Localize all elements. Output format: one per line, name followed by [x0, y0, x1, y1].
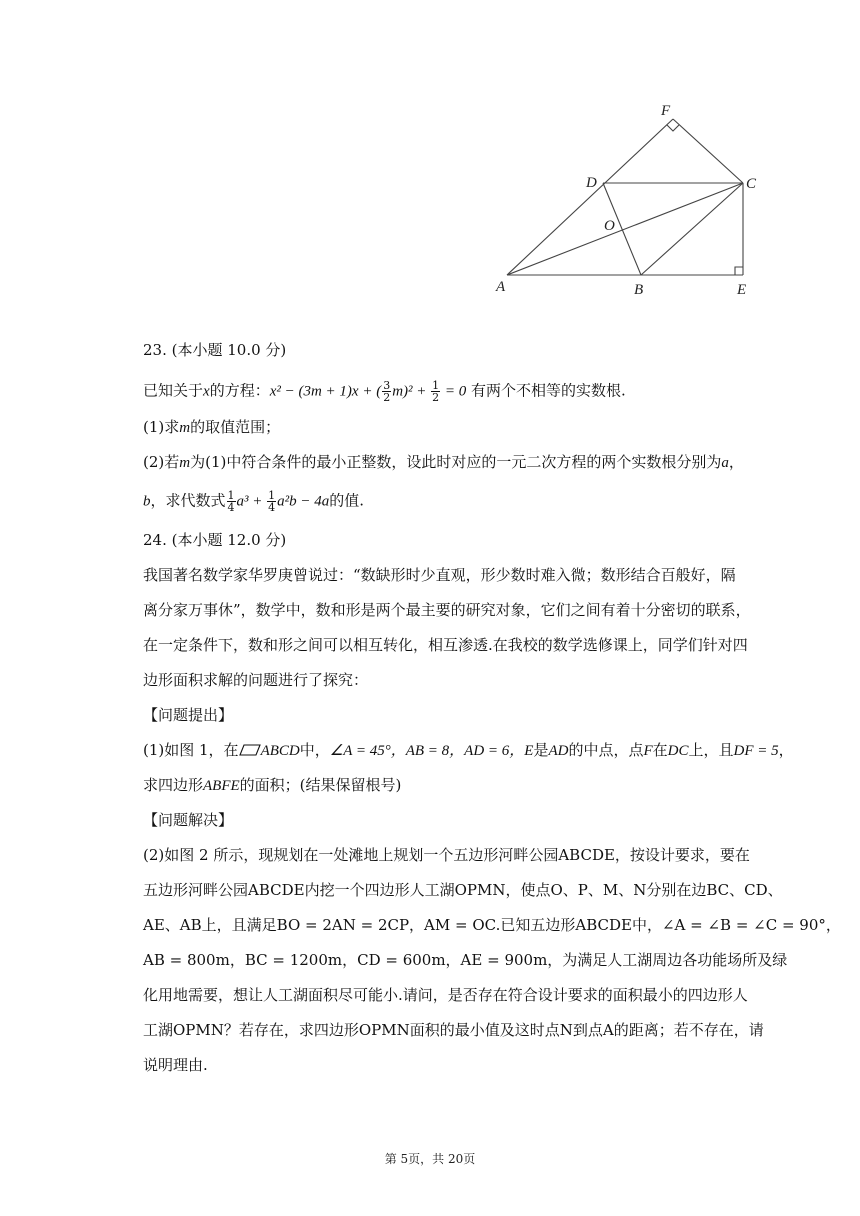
label-C: C — [746, 176, 757, 192]
q24-part2-line5: 化用地需要，想让人工湖面积尽可能小.请问，是否存在符合设计要求的面积最小的四边形人 — [143, 986, 748, 1004]
right-angle-E — [735, 267, 743, 275]
q24-part2-line2: 五边形河畔公园ABCDE内挖一个四边形人工湖OPMN，使点O、P、M、N分别在边BC、CD、 — [143, 881, 783, 899]
q24-header: 24. (本小题 12.0 分) — [143, 531, 287, 549]
page-footer: 第 5页，共 20页 — [384, 1152, 476, 1166]
label-O: O — [604, 218, 615, 234]
q24-part2-line6: 工湖OPMN？若存在，求四边形OPMN面积的最小值及这时点N到点A的距离；若不存在，请 — [143, 1021, 764, 1039]
q23-part1: (1)求m的取值范围； — [143, 418, 281, 436]
q23-fraction-1-4-a: $\frac{1}{4}$ — [227, 489, 235, 514]
label-E: E — [737, 282, 747, 298]
segment-AC — [507, 183, 743, 275]
figure-svg — [480, 95, 780, 310]
q23-part2-line1: (2)若m为(1)中符合条件的最小正整数，设此时对应的一元二次方程的两个实数根分别为a， — [143, 453, 744, 471]
q23-part2-line2: b，求代数式 $\frac{1}{4}$ a³ + $\frac{1}{4}$ a²b − 4a的值. — [143, 489, 365, 514]
q24-part2-line3: AE、AB上，且满足BO = 2AN = 2CP，AM = OC.已知五边形ABCDE中，∠A = ∠B = ∠C = 90°， — [143, 916, 841, 934]
segment-FC — [673, 119, 743, 183]
label-D: D — [586, 175, 597, 191]
q23-fraction-3-2: $\frac{3}{2}$ — [383, 379, 391, 404]
q23-equation-part-b: m)² + — [392, 383, 431, 400]
q23-header: 23. (本小题 10.0 分) — [143, 341, 287, 359]
q23-fraction-1-2: $\frac{1}{2}$ — [432, 379, 440, 404]
q24-part2-line1: (2)如图 2 所示，现规划在一处滩地上规划一个五边形河畔公园ABCDE，按设计要求，要在 — [143, 846, 750, 864]
label-A: A — [496, 279, 506, 295]
q23-equation-part-c: = 0 — [441, 383, 467, 400]
q24-intro-line4: 边形面积求解的问题进行了探究： — [143, 671, 369, 689]
q24-part2-line4: AB = 800m，BC = 1200m，CD = 600m，AE = 900m，为满足人工湖周边各功能场所及绿 — [143, 951, 788, 969]
section-problem-solved: 【问题解决】 — [143, 811, 234, 829]
q24-part1-line2: 求四边形ABFE的面积；(结果保留根号) — [143, 776, 402, 794]
q23-stem-text: 已知关于 — [143, 381, 204, 400]
q23-stem — [143, 380, 626, 403]
geometry-figure — [480, 95, 780, 310]
q23-equation-part-a: x² − (3m + 1)x + ( — [269, 383, 382, 400]
q24-part1-line1: (1)如图 1，在 ABCD中，∠A = 45°，AB = 8，AD = 6，E是AD的中点，点F在DC上，且DF = 5， — [143, 741, 794, 759]
q23-stem-end: 有两个不相等的实数根. — [466, 381, 626, 400]
label-F: F — [661, 103, 671, 119]
q23-fraction-1-4-b: $\frac{1}{4}$ — [268, 489, 276, 514]
section-problem-raised: 【问题提出】 — [143, 706, 234, 724]
q23-stem-text2: 的方程： — [209, 381, 270, 400]
q24-intro-line2: 离分家万事休”，数学中，数和形是两个最主要的研究对象，它们之间有着十分密切的联系， — [143, 601, 751, 619]
parallelogram-icon — [239, 744, 261, 756]
segment-AF — [507, 119, 673, 275]
q23-stem-var: x — [203, 383, 210, 400]
segment-BC — [641, 183, 743, 275]
right-angle-F — [667, 125, 679, 131]
q24-intro-line1: 我国著名数学家华罗庚曾说过：“数缺形时少直观，形少数时难入微；数形结合百般好，隔 — [143, 566, 736, 584]
q24-intro-line3: 在一定条件下，数和形之间可以相互转化，相互渗透.在我校的数学选修课上，同学们针对四 — [143, 636, 748, 654]
label-B: B — [634, 282, 644, 298]
q24-part2-line7: 说明理由. — [143, 1056, 208, 1074]
